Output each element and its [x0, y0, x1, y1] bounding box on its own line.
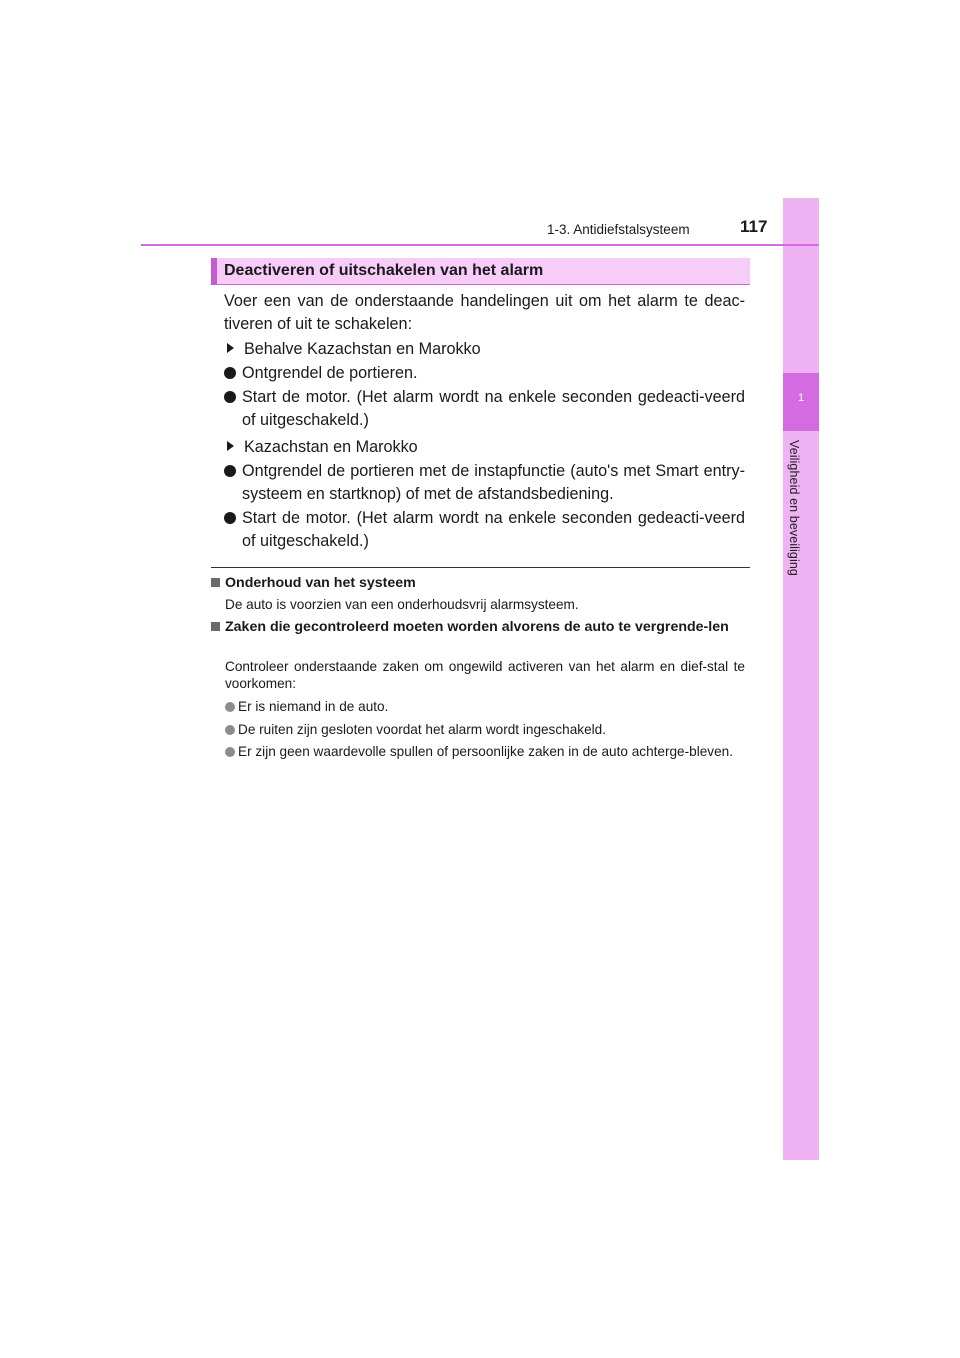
list-item-text: Start de motor. (Het alarm wordt na enkele seconden gedeacti-veerd of uitgeschakeld.): [242, 509, 745, 550]
section-divider: [211, 567, 750, 568]
page-number: 117: [740, 217, 768, 236]
list-item-text: Start de motor. (Het alarm wordt na enkele seconden gedeacti-veerd of uitgeschakeld.): [242, 388, 745, 429]
note-text: Controleer onderstaande zaken om ongewild activeren van het alarm en dief-stal te voorkomen:: [225, 659, 745, 691]
section-title-accent: [211, 258, 217, 285]
note-block: [211, 619, 750, 636]
running-header-section: 1-3. Antidiefstalsysteem: [547, 222, 690, 237]
grey-bullet-dot-icon: [225, 725, 235, 735]
note-list-item-text: De ruiten zijn gesloten voordat het alarm wordt ingeschakeld.: [238, 722, 606, 737]
chapter-tab-strip: [783, 198, 819, 1160]
group-heading: [224, 338, 745, 361]
list-item: [224, 507, 745, 552]
square-bullet-icon: [211, 578, 220, 587]
note-list-item-text: Er zijn geen waardevolle spullen of persoonlijke zaken in de auto achterge-bleven.: [238, 744, 733, 759]
list-item: [224, 362, 745, 385]
note-list-item-text: Er is niemand in de auto.: [238, 699, 389, 714]
group-heading-text: Behalve Kazachstan en Marokko: [244, 340, 481, 358]
bullet-dot-icon: [224, 465, 236, 477]
header-rule: [141, 244, 819, 246]
section-title: Deactiveren of uitschakelen van het alarm: [224, 262, 544, 279]
square-bullet-icon: [211, 622, 220, 631]
note-block: [211, 575, 750, 592]
grey-bullet-dot-icon: [225, 747, 235, 757]
chapter-label: Veiligheid en beveiliging: [787, 440, 801, 576]
group-heading: [224, 436, 745, 459]
note-list-item: [225, 698, 745, 715]
triangle-bullet-icon: [227, 441, 234, 451]
bullet-dot-icon: [224, 391, 236, 403]
bullet-dot-icon: [224, 367, 236, 379]
note-list-item: [225, 743, 745, 760]
note-heading: Onderhoud van het systeem: [225, 575, 416, 591]
group-heading-text: Kazachstan en Marokko: [244, 438, 418, 456]
chapter-number: 1: [797, 392, 805, 404]
triangle-bullet-icon: [227, 343, 234, 353]
note-list-item: [225, 721, 745, 738]
list-item: [224, 386, 745, 431]
list-item: [224, 460, 745, 505]
list-item-text: Ontgrendel de portieren met de instapfunctie (auto's met Smart entry-systeem en startknop) of met de afstandsbediening.: [242, 462, 745, 503]
intro-paragraph: Voer een van de onderstaande handelingen uit om het alarm te deac-tiveren of uit te schakelen:: [224, 292, 745, 333]
list-item-text: Ontgrendel de portieren.: [242, 364, 418, 382]
bullet-dot-icon: [224, 512, 236, 524]
note-heading: Zaken die gecontroleerd moeten worden alvorens de auto te vergrende-len: [225, 619, 729, 635]
grey-bullet-dot-icon: [225, 702, 235, 712]
note-text: De auto is voorzien van een onderhoudsvrij alarmsysteem.: [225, 597, 579, 612]
